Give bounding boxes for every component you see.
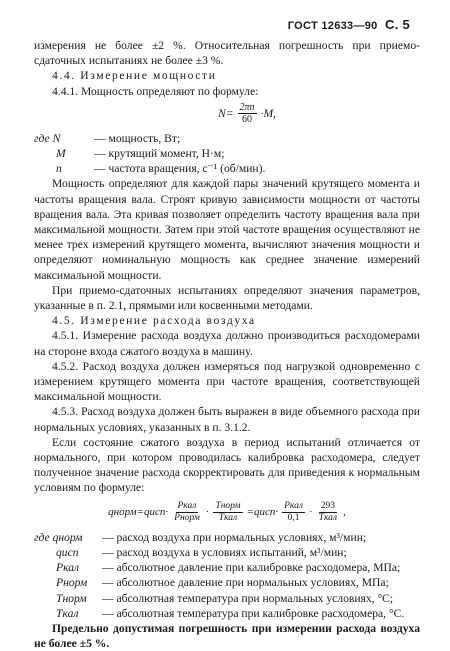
legend-symbol: M	[56, 147, 66, 161]
paragraph-continued: измерения не более ±2 %. Относительная погрешность при приемо-сдаточных испытаниях не более ±3 %.	[34, 39, 420, 68]
section-heading-4-4: 4.4. Измерение мощности	[52, 69, 217, 83]
page-body	[34, 38, 420, 651]
standard-number: ГОСТ 12633—90	[287, 20, 378, 32]
legend-symbol: Pнорм	[56, 576, 88, 590]
legend-symbol: n	[56, 162, 62, 176]
fraction-pkal-01	[282, 501, 305, 524]
paragraph-4-5-2: 4.5.2. Расход воздуха должен измеряться под нагрузкой одновременно с измерением крутящего момента при частоте вращения, соответствующей максимальной мощности.	[34, 359, 420, 404]
legend-text: — абсолютное давление при нормальных условиях, МПа;	[102, 576, 389, 590]
legend-text: — абсолютная температура при калибровке расходомера, °С.	[102, 606, 405, 620]
section-heading-4-5: 4.5. Измерение расхода воздуха	[52, 314, 256, 328]
legend-symbol: qисп	[56, 545, 79, 559]
formula2-lhs: qнорм=qисп·	[108, 506, 169, 519]
paragraph-4-5-3: 4.5.3. Расход воздуха должен быть выражен в виде объемного расхода при нормальных условиях, указанных в п. 3.1.2.	[34, 405, 420, 434]
legend-symbol: Tкал	[56, 606, 79, 620]
page-header	[288, 17, 410, 34]
legend-symbol: Pкал	[56, 561, 80, 575]
formula-lhs: N=	[217, 107, 234, 121]
legend-text: — абсолютная температура при нормальных условиях, °С;	[102, 591, 394, 605]
paragraph-4-5-1: 4.5.1. Измерение расхода воздуха должно производиться расходомерами на стороне входа сжатого воздуха в машину.	[34, 329, 420, 358]
fraction-denominator: Pнорм	[174, 513, 200, 524]
paragraph-power-curve: Мощность определяют для каждой пары значений крутящего момента и частоты вращения вала. Строят кривую зависимости мощности от частоты вращения вала. Эта кривая позволяет определить частоту вращения вала при максимальной мощности. Затем при этой частоте вращения осуществляют не менее трех измерений крутящего момента, вычисляют значения мощности и определяют номинальную мощность как среднее значение измерений максимальной мощности.	[34, 177, 420, 282]
fraction-denominator: Tкал	[318, 513, 338, 524]
formula2-end: ,	[343, 506, 346, 519]
legend-text: — абсолютное давление при калибровке расходомера, МПа;	[102, 561, 401, 575]
fraction-denominator: 60	[242, 114, 253, 126]
legend-text: — частота вращения, с⁻¹ (об/мин).	[94, 162, 266, 176]
formula2-dot: ·	[205, 506, 210, 519]
formula2-mid: =qисп·	[246, 506, 279, 519]
legend-symbol: где qнорм	[34, 530, 83, 544]
legend-text: — мощность, Вт;	[94, 131, 181, 145]
fraction-tnorm-tkal	[213, 501, 242, 524]
fraction-numerator: 293	[320, 501, 335, 512]
formula-flow-correction	[34, 496, 420, 530]
fraction-numerator: Tнорм	[215, 501, 241, 512]
legend-text: — расход воздуха в условиях испытаний, м³/мин;	[102, 545, 347, 559]
paragraph-4-4-1: 4.4.1. Мощность определяют по формуле:	[52, 84, 259, 98]
fraction-numerator: Pкал	[177, 501, 197, 512]
page-number: С. 5	[384, 17, 410, 32]
legend-symbol: где N	[34, 131, 61, 145]
fraction-293-tkal	[317, 501, 339, 524]
formula2-dot: ·	[309, 506, 313, 519]
formula-power	[34, 99, 420, 129]
formula-rhs: ·M,	[260, 107, 277, 121]
paragraph-correction: Если состояние сжатого воздуха в период испытаний отличается от нормального, при котором проводилась калибровка расходомера, следует полученное значение расхода скорректировать для приведения к нормальным условиям по формуле:	[34, 435, 420, 495]
fraction-2pn-60	[238, 102, 257, 125]
paragraph-acceptance: При приемо-сдаточных испытаниях определяют значения параметров, указанные в п. 2.1, прямыми или косвенными методами.	[34, 283, 420, 313]
fraction-numerator: 2πn	[239, 102, 255, 114]
legend-flow	[34, 530, 420, 621]
fraction-denominator: 0,1	[287, 513, 300, 524]
legend-symbol: Tнорм	[56, 591, 87, 605]
paragraph-flow-tolerance: Предельно допустимая погрешность при измерении расхода воздуха не более ±5 %.	[34, 621, 420, 651]
fraction-numerator: Pкал	[284, 501, 303, 512]
legend-text: — крутящий момент, Н·м;	[94, 147, 225, 161]
legend-text: — расход воздуха при нормальных условиях, м³/мин;	[102, 530, 367, 544]
fraction-pkal-pnorm	[172, 501, 202, 524]
fraction-denominator: Tкал	[218, 513, 238, 524]
legend-power	[34, 131, 420, 177]
